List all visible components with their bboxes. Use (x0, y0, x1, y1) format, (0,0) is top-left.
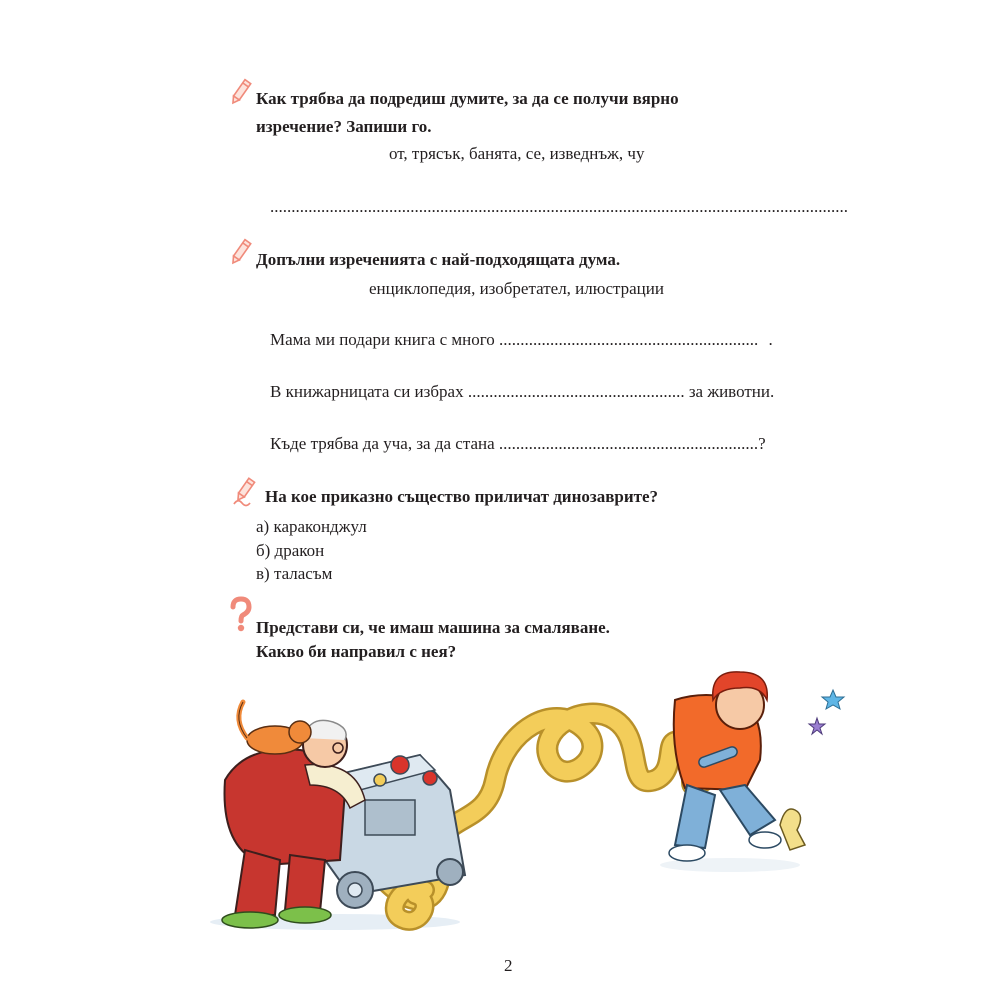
sentence-1-end: . (768, 330, 773, 349)
pencil-writing-icon (230, 477, 260, 509)
sentence-3-text: Къде трябва да уча, за да стана (270, 434, 495, 453)
sentence-3 (270, 433, 766, 455)
cat (239, 702, 311, 754)
exercise1-question-line2: изречение? Запиши го. (256, 117, 432, 136)
sentence-1 (270, 329, 773, 351)
pencil-icon (229, 238, 251, 266)
sentence-2-blank[interactable]: ................................................... (467, 382, 685, 401)
option-b[interactable]: б) дракон (256, 541, 325, 560)
page-number: 2 (504, 956, 513, 975)
sentence-1-text: Мама ми подари книга с много (270, 330, 495, 349)
sentence-3-end: ? (758, 434, 766, 453)
shrinking-machine-illustration (205, 660, 845, 935)
sentence-3-blank[interactable]: ............................................................. (498, 434, 759, 453)
exercise4-question-line1: Представи си, че имаш машина за смаляване. (256, 618, 610, 637)
sentence-2-text: В книжарницата си избрах (270, 382, 464, 401)
exercise2-question: Допълни изреченията с най-подходящата дума. (256, 250, 621, 269)
boy (669, 672, 781, 861)
small-dinosaur (780, 809, 805, 850)
exercise4-question-line2: Какво би направил с нея? (256, 642, 457, 661)
option-c[interactable]: в) таласъм (256, 564, 333, 583)
exercise1-question-line1: Как трябва да подредиш думите, за да се получи вярно (256, 89, 679, 108)
stars (809, 690, 844, 734)
sentence-2 (270, 381, 774, 403)
sentence-1-blank[interactable]: ............................................................. (499, 330, 759, 349)
exercise1-word-bank: от, трясък, банята, се, изведнъж, чу (389, 144, 645, 163)
exercise3-question: На кое приказно същество приличат динозаврите? (265, 487, 659, 506)
option-a[interactable]: а) караконджул (256, 517, 367, 536)
sentence-2-end: за животни. (688, 382, 775, 401)
question-mark-icon (229, 597, 253, 633)
exercise2-word-bank: енциклопедия, изобретател, илюстрации (369, 279, 664, 298)
pencil-icon (229, 78, 251, 106)
exercise1-answer-line[interactable]: ........................................................................................................................................ (270, 197, 848, 216)
